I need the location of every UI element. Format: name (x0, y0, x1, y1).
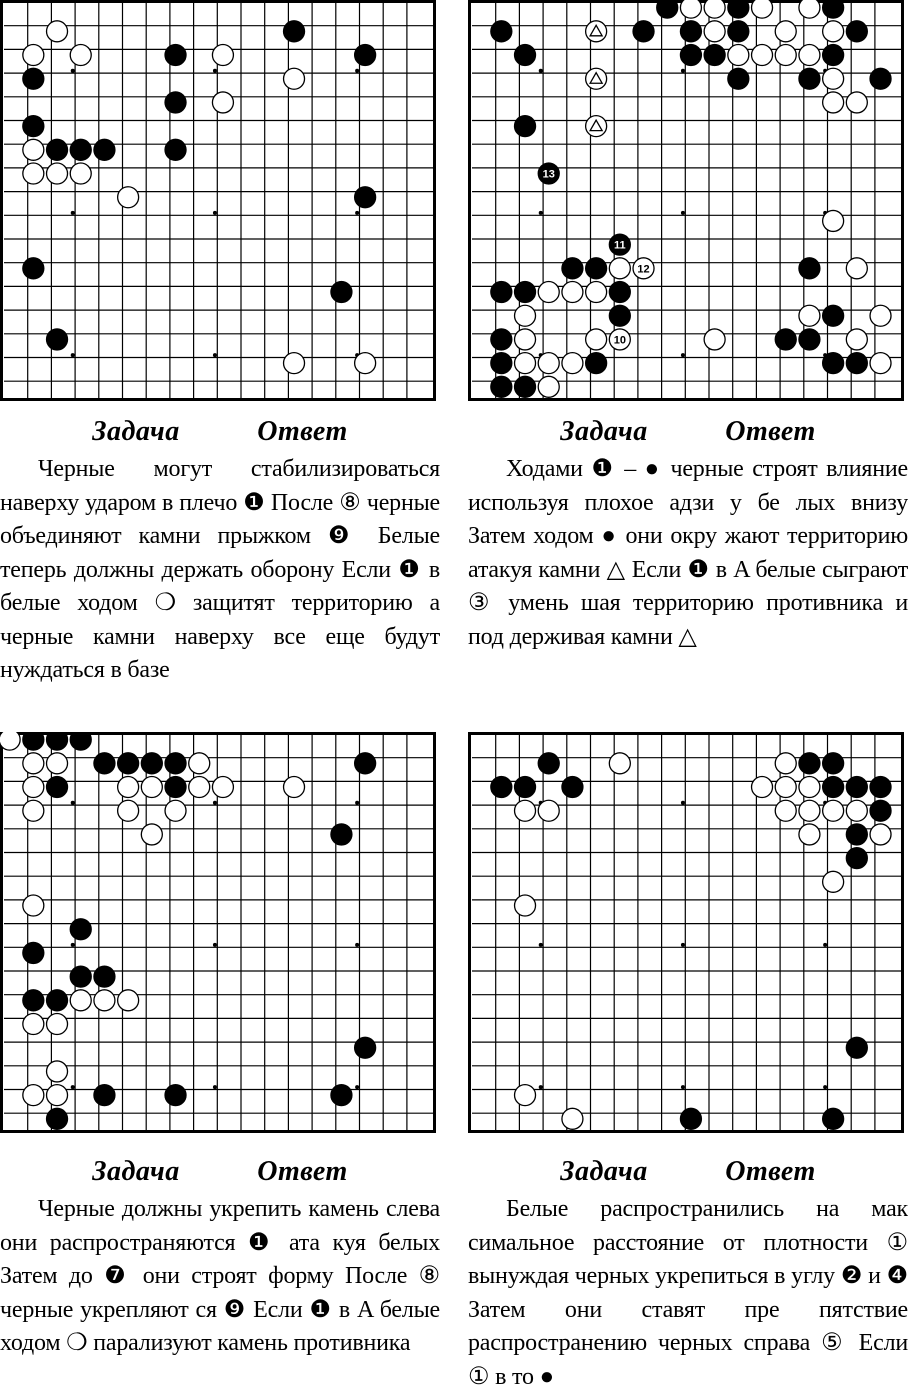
black-stone (284, 21, 305, 42)
black-stone (165, 92, 186, 113)
black-stone (515, 777, 536, 798)
white-stone (538, 800, 559, 821)
star-point (539, 943, 543, 947)
black-stone (165, 1085, 186, 1106)
black-stone (515, 45, 536, 66)
black-stone (355, 1037, 376, 1058)
white-stone (562, 1108, 583, 1129)
white-stone (799, 800, 820, 821)
black-stone (165, 777, 186, 798)
black-stone (609, 282, 630, 303)
white-stone (189, 777, 210, 798)
answer-label: Ответ (725, 416, 816, 447)
black-stone (165, 45, 186, 66)
black-stone (846, 353, 867, 374)
black-stone (165, 139, 186, 160)
panel-text (0, 1193, 440, 1361)
white-stone (189, 753, 210, 774)
white-stone (515, 1085, 536, 1106)
black-stone (94, 1085, 115, 1106)
black-stone (823, 0, 844, 18)
panel-caption (468, 415, 908, 449)
star-point (681, 211, 685, 215)
black-stone (846, 848, 867, 869)
star-point (681, 353, 685, 357)
white-stone (823, 21, 844, 42)
star-point (355, 69, 359, 73)
black-stone (23, 732, 44, 750)
move-number: 10 (613, 334, 626, 347)
white-stone (846, 92, 867, 113)
board-svg (468, 732, 904, 1133)
black-stone (491, 282, 512, 303)
white-stone (775, 21, 796, 42)
paragraph: Ходами ❶ – ● черные строят влияние используя плохое адзи у бе лых внизу Затем ходом ● они окру жают территорию атакуя камни △ Если ❶ в A белые сыграют ③ умень шая территорию противника и под держивая камни △ (468, 456, 908, 650)
star-point (213, 801, 217, 805)
move-number: 11 (614, 239, 626, 252)
black-stone (491, 376, 512, 397)
star-point (355, 1085, 359, 1089)
black-stone (846, 1037, 867, 1058)
white-stone (47, 163, 68, 184)
white-stone (846, 800, 867, 821)
star-point (71, 1085, 75, 1089)
white-stone (70, 45, 91, 66)
white-stone (728, 45, 749, 66)
white-stone (284, 353, 305, 374)
white-stone (515, 305, 536, 326)
star-point (71, 801, 75, 805)
white-stone (212, 777, 233, 798)
black-stone (562, 777, 583, 798)
white-stone (515, 800, 536, 821)
black-stone (823, 45, 844, 66)
white-stone (47, 1061, 68, 1082)
star-point (539, 69, 543, 73)
black-stone (94, 753, 115, 774)
white-stone (680, 0, 701, 18)
white-stone (94, 990, 115, 1011)
white-stone (704, 21, 725, 42)
star-point (71, 943, 75, 947)
answer-label: Ответ (257, 1156, 348, 1187)
black-stone (23, 258, 44, 279)
black-stone (823, 353, 844, 374)
white-stone (515, 895, 536, 916)
black-stone (515, 282, 536, 303)
black-stone (141, 753, 162, 774)
black-stone (94, 139, 115, 160)
white-stone (47, 1014, 68, 1035)
black-stone (355, 753, 376, 774)
black-stone (704, 45, 725, 66)
black-stone (609, 305, 630, 326)
star-point (213, 69, 217, 73)
paragraph: Черные могут стабилизироваться наверху ударом в плечо ❶ После ⑧ черные объединяют камни прыжком ❾ Белые теперь должны держать оборону Если ❶ в белые ходом ❍ защитят территорию а черные камни наверху все еще будут нуждаться в базе (0, 456, 440, 683)
black-stone (799, 68, 820, 89)
black-stone (728, 68, 749, 89)
black-stone (47, 732, 68, 750)
white-stone (609, 258, 630, 279)
panel-text (0, 453, 440, 688)
star-point (355, 211, 359, 215)
black-stone (515, 376, 536, 397)
star-point (71, 211, 75, 215)
white-stone (118, 800, 139, 821)
star-point (71, 353, 75, 357)
white-stone (118, 777, 139, 798)
white-stone (752, 777, 773, 798)
white-stone (586, 116, 607, 137)
white-stone (823, 92, 844, 113)
star-point (681, 1085, 685, 1089)
black-stone (586, 258, 607, 279)
white-stone (118, 990, 139, 1011)
white-stone (23, 895, 44, 916)
star-point (823, 943, 827, 947)
white-stone (823, 800, 844, 821)
white-stone (47, 1085, 68, 1106)
white-stone (799, 305, 820, 326)
black-stone (799, 329, 820, 350)
black-stone (633, 21, 654, 42)
black-stone (680, 21, 701, 42)
black-stone (355, 45, 376, 66)
black-stone (846, 824, 867, 845)
white-stone (284, 777, 305, 798)
black-stone (870, 800, 891, 821)
white-stone (704, 0, 725, 18)
black-stone (165, 753, 186, 774)
board-svg (0, 732, 436, 1133)
white-stone (586, 282, 607, 303)
white-stone (752, 0, 773, 18)
white-stone (704, 329, 725, 350)
black-stone (491, 329, 512, 350)
black-stone (657, 0, 678, 18)
white-stone (609, 329, 630, 350)
black-stone (823, 305, 844, 326)
black-stone (823, 1108, 844, 1129)
go-board (0, 0, 436, 401)
star-point (213, 1085, 217, 1089)
white-stone (799, 45, 820, 66)
white-stone (870, 824, 891, 845)
problem-label: Задача (92, 416, 180, 447)
black-stone (23, 942, 44, 963)
answer-label: Ответ (725, 1156, 816, 1187)
black-stone (491, 353, 512, 374)
white-stone (562, 353, 583, 374)
black-stone (799, 753, 820, 774)
problem-label: Задача (92, 1156, 180, 1187)
black-stone (70, 139, 91, 160)
panel-text (468, 453, 908, 654)
black-stone (118, 753, 139, 774)
black-stone (846, 777, 867, 798)
white-stone (212, 92, 233, 113)
white-stone (799, 824, 820, 845)
board-svg (468, 0, 904, 401)
black-stone (728, 21, 749, 42)
black-stone (538, 163, 559, 184)
white-stone (775, 800, 796, 821)
go-board (468, 0, 904, 401)
star-point (213, 211, 217, 215)
white-stone (799, 777, 820, 798)
white-stone (47, 753, 68, 774)
black-stone (47, 329, 68, 350)
white-stone (538, 376, 559, 397)
star-point (213, 353, 217, 357)
white-stone (538, 353, 559, 374)
white-stone (165, 800, 186, 821)
paragraph: Белые распространились на мак симальное расстояние от плотности ① вынуждая черных укрепиться в углу ❷ и ❹ Затем они ставят пре пятствие распространению черных справа ⑤ Если ① в то ● (468, 1196, 908, 1390)
black-stone (94, 966, 115, 987)
star-point (539, 211, 543, 215)
black-stone (47, 139, 68, 160)
black-stone (609, 234, 630, 255)
white-stone (823, 210, 844, 231)
black-stone (775, 329, 796, 350)
panel-caption (468, 1155, 908, 1189)
black-stone (355, 187, 376, 208)
black-stone (491, 777, 512, 798)
black-stone (846, 21, 867, 42)
white-stone (70, 990, 91, 1011)
white-stone (515, 353, 536, 374)
white-stone (538, 282, 559, 303)
black-stone (799, 258, 820, 279)
black-stone (331, 824, 352, 845)
white-stone (23, 139, 44, 160)
white-stone (212, 45, 233, 66)
paragraph: Черные должны укрепить камень слева они распространяются ❶ ата куя белых Затем до ❼ они строят форму После ⑧ черные укрепляют ся ❾ Если ❶ в A белые ходом ❍ парализуют камень противника (0, 1196, 440, 1356)
white-stone (870, 305, 891, 326)
black-stone (47, 1108, 68, 1129)
star-point (681, 801, 685, 805)
white-stone (141, 777, 162, 798)
white-stone (846, 258, 867, 279)
black-stone (728, 0, 749, 18)
star-point (355, 943, 359, 947)
panel-caption (0, 1155, 440, 1189)
white-stone (118, 187, 139, 208)
star-point (681, 943, 685, 947)
panel-text (468, 1193, 908, 1394)
black-stone (680, 45, 701, 66)
star-point (213, 943, 217, 947)
white-stone (823, 871, 844, 892)
problem-label: Задача (560, 1156, 648, 1187)
white-stone (23, 163, 44, 184)
white-stone (846, 329, 867, 350)
white-stone (0, 732, 20, 750)
white-stone (515, 329, 536, 350)
white-stone (355, 353, 376, 374)
white-stone (775, 753, 796, 774)
black-stone (491, 21, 512, 42)
black-stone (823, 753, 844, 774)
black-stone (823, 777, 844, 798)
white-stone (775, 777, 796, 798)
move-number: 12 (637, 263, 650, 276)
black-stone (23, 990, 44, 1011)
star-point (71, 69, 75, 73)
black-stone (70, 919, 91, 940)
go-board (468, 732, 904, 1133)
board-svg (0, 0, 436, 401)
black-stone (70, 966, 91, 987)
black-stone (538, 753, 559, 774)
black-stone (515, 116, 536, 137)
white-stone (562, 282, 583, 303)
white-stone (284, 68, 305, 89)
black-stone (23, 116, 44, 137)
white-stone (633, 258, 654, 279)
black-stone (47, 777, 68, 798)
white-stone (586, 21, 607, 42)
go-board (0, 732, 436, 1133)
white-stone (823, 68, 844, 89)
star-point (539, 1085, 543, 1089)
white-stone (752, 45, 773, 66)
answer-label: Ответ (257, 416, 348, 447)
white-stone (141, 824, 162, 845)
white-stone (23, 45, 44, 66)
black-stone (562, 258, 583, 279)
white-stone (586, 68, 607, 89)
star-point (823, 1085, 827, 1089)
white-stone (47, 21, 68, 42)
panel-caption (0, 415, 440, 449)
black-stone (870, 68, 891, 89)
black-stone (70, 732, 91, 750)
black-stone (47, 990, 68, 1011)
move-number: 13 (542, 168, 555, 181)
black-stone (331, 1085, 352, 1106)
white-stone (870, 353, 891, 374)
black-stone (23, 68, 44, 89)
star-point (355, 801, 359, 805)
white-stone (799, 0, 820, 18)
white-stone (775, 45, 796, 66)
problem-label: Задача (560, 416, 648, 447)
black-stone (331, 282, 352, 303)
white-stone (23, 777, 44, 798)
white-stone (70, 163, 91, 184)
white-stone (586, 329, 607, 350)
black-stone (586, 353, 607, 374)
star-point (681, 69, 685, 73)
black-stone (680, 1108, 701, 1129)
white-stone (23, 800, 44, 821)
white-stone (23, 1014, 44, 1035)
white-stone (609, 753, 630, 774)
white-stone (23, 753, 44, 774)
white-stone (23, 1085, 44, 1106)
black-stone (870, 777, 891, 798)
